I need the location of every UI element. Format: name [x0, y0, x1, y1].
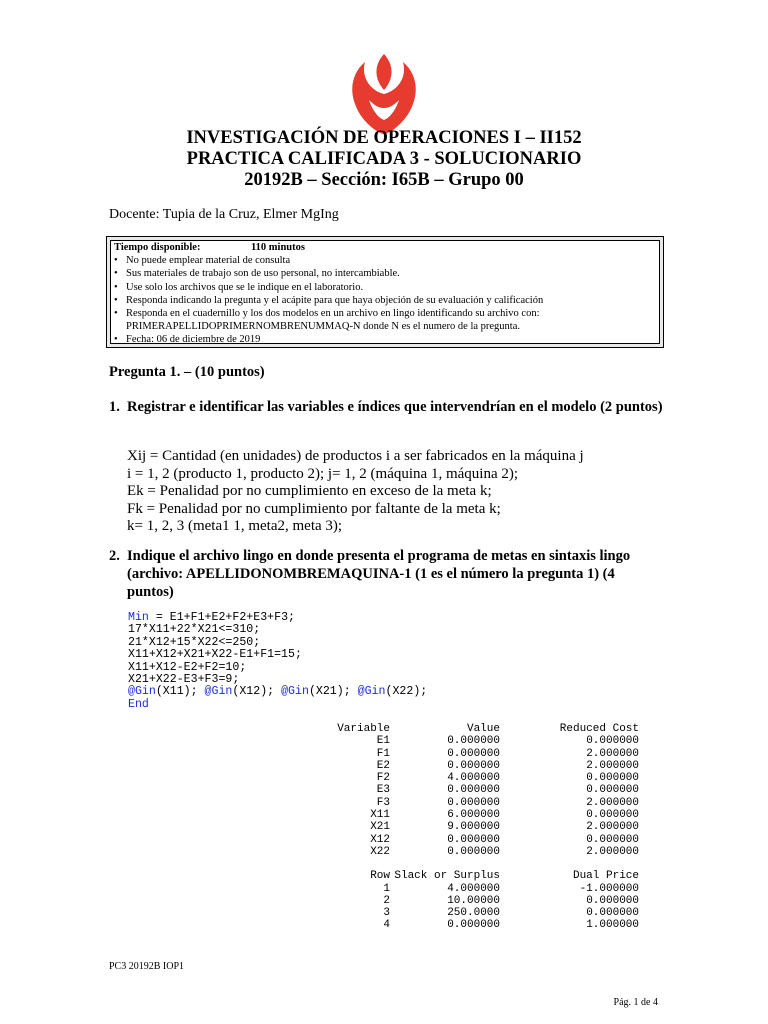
code-gin-arg: (X11);	[155, 685, 205, 699]
title-line-3: 20192B – Sección: I65B – Grupo 00	[244, 170, 524, 190]
table-cell: X22	[370, 845, 390, 858]
question-item-1	[109, 398, 664, 416]
table-cell: E1	[376, 735, 390, 748]
definition-line: Ek = Penalidad por no cumplimiento en exceso de la meta k;	[127, 483, 492, 500]
code-gin-arg: (X21);	[308, 685, 358, 699]
definition-line: i = 1, 2 (producto 1, producto 2); j= 1, 2 (máquina 1, máquina 2);	[127, 465, 519, 482]
time-row	[114, 241, 659, 254]
time-value: 110 minutos	[251, 242, 305, 253]
results-header	[300, 723, 639, 735]
footer-left: PC3 20192B IOP1	[109, 961, 185, 972]
col-header: Slack or Surplus	[394, 870, 500, 883]
table-cell: 2.000000	[586, 796, 639, 809]
table-cell: 0.000000	[447, 845, 500, 858]
code-line: X11+X12+X21+X22-E1+F1=15;	[128, 648, 302, 662]
table-row	[300, 883, 639, 895]
instruction-item: • Sus materiales de trabajo son de uso personal, no intercambiable.	[114, 267, 659, 280]
table-cell: 2	[383, 894, 390, 907]
question-heading: Pregunta 1. – (10 puntos)	[109, 364, 265, 380]
item-number: 1.	[109, 399, 120, 415]
col-header: Reduced Cost	[559, 723, 639, 735]
table-cell: 0.000000	[447, 747, 500, 760]
item-number: 2.	[109, 548, 120, 564]
table-cell: 0.000000	[586, 907, 639, 920]
code-keyword-end: End	[128, 697, 149, 711]
table-cell: F1	[376, 747, 390, 760]
definition-line: Fk = Penalidad por no cumplimiento por faltante de la meta k;	[127, 500, 501, 517]
instruction-continuation: PRIMERAPELLIDOPRIMERNOMBRENUMMAQ-N donde N es el numero de la pregunta.	[126, 321, 521, 333]
code-line: 17*X11+22*X21<=310;	[128, 623, 261, 637]
university-flame-logo	[343, 50, 425, 136]
code-keyword-min: Min	[128, 611, 149, 624]
table-cell: 2.000000	[586, 821, 639, 834]
table-row	[300, 735, 639, 747]
table-cell: 2.000000	[586, 747, 639, 760]
question-item-2	[109, 547, 664, 601]
instruction-item: • Responda indicando la pregunta y el acápite para que haya objeción de su evaluación y calificación	[114, 294, 659, 307]
code-gin: @Gin	[281, 685, 309, 699]
item-text: Indique el archivo lingo en donde presenta el programa de metas en sintaxis lingo (archivo: APELLIDONOMBREMAQUINA-1 (1 es el número la pregunta 1) (4 puntos)	[127, 548, 631, 600]
table-cell: 0.000000	[586, 833, 639, 846]
lingo-results	[300, 723, 639, 932]
table-row	[300, 760, 639, 772]
col-header: Row	[370, 870, 390, 883]
instruction-item: • No puede emplear material de consulta	[114, 254, 659, 267]
code-gin-arg: (X22);	[385, 685, 428, 699]
title-line-1: INVESTIGACIÓN DE OPERACIONES I – II152	[186, 128, 582, 148]
table-row	[300, 797, 639, 809]
table-row	[300, 895, 639, 907]
instructions-box	[106, 236, 664, 348]
table-row	[300, 907, 639, 919]
code-line: X21+X22-E3+F3=9;	[128, 673, 240, 687]
table-cell: 3	[383, 907, 390, 920]
item-text: Registrar e identificar las variables e índices que intervendrían en el modelo (2 puntos)	[127, 399, 663, 415]
table-cell: 0.000000	[447, 784, 500, 797]
table-cell: 0.000000	[447, 796, 500, 809]
table-cell: E3	[376, 784, 390, 797]
table-row	[300, 772, 639, 784]
table-cell: 4.000000	[447, 772, 500, 785]
table-cell: 250.0000	[447, 907, 500, 920]
table-cell: F2	[376, 772, 390, 785]
table-cell: X12	[370, 833, 390, 846]
table-cell: 0.000000	[586, 772, 639, 785]
code-line: 21*X12+15*X22<=250;	[128, 635, 261, 649]
constraint-rows	[300, 883, 639, 932]
page-number: Pág. 1 de 4	[613, 997, 658, 1008]
variable-rows	[300, 735, 639, 858]
table-row	[300, 846, 639, 858]
document-title	[0, 128, 768, 191]
table-row	[300, 834, 639, 846]
definition-line: Xij = Cantidad (en unidades) de productos i a ser fabricados en la máquina j	[127, 448, 584, 464]
title-line-2: PRACTICA CALIFICADA 3 - SOLUCIONARIO	[186, 149, 582, 169]
table-cell: 0.000000	[586, 735, 639, 748]
time-label: Tiempo disponible:	[114, 242, 201, 253]
table-cell: 0.000000	[586, 894, 639, 907]
table-cell: 4.000000	[447, 882, 500, 895]
table-cell: 0.000000	[586, 784, 639, 797]
table-cell: F3	[376, 796, 390, 809]
instruction-item: • Use solo los archivos que se le indique en el laboratorio.	[114, 281, 659, 294]
code-gin-arg: (X12);	[232, 685, 282, 699]
table-cell: 4	[383, 919, 390, 932]
instruction-item: • Responda en el cuadernillo y los dos modelos en un archivo en lingo identificando su archivo con:	[114, 307, 659, 320]
docente-line: Docente: Tupia de la Cruz, Elmer MgIng	[109, 207, 339, 222]
table-cell: 10.00000	[447, 894, 500, 907]
results-header	[300, 870, 639, 882]
col-header: Value	[466, 723, 500, 735]
table-cell: E2	[376, 759, 390, 772]
table-cell: 6.000000	[447, 809, 500, 822]
table-cell: 0.000000	[447, 919, 500, 932]
variable-definitions	[127, 448, 584, 536]
table-cell: 2.000000	[586, 759, 639, 772]
table-cell: 0.000000	[447, 735, 500, 748]
table-cell: 2.000000	[586, 845, 639, 858]
table-cell: 0.000000	[447, 759, 500, 772]
definition-line: k= 1, 2, 3 (meta1 1, meta2, meta 3);	[127, 518, 343, 535]
table-row	[300, 919, 639, 931]
code-objective: = E1+F1+E2+F2+E3+F3;	[148, 611, 295, 624]
table-row	[300, 821, 639, 833]
code-gin: @Gin	[204, 685, 233, 699]
table-row	[300, 748, 639, 760]
code-gin: @Gin	[357, 685, 386, 699]
table-cell: 1	[383, 882, 390, 895]
table-cell: 0.000000	[586, 809, 639, 822]
table-cell: 0.000000	[447, 833, 500, 846]
table-cell: -1.000000	[579, 882, 639, 895]
code-gin: @Gin	[128, 685, 156, 699]
table-cell: 1.000000	[586, 919, 639, 932]
col-header: Dual Price	[572, 870, 639, 883]
instruction-date: • Fecha: 06 de diciembre de 2019	[114, 333, 659, 346]
table-row	[300, 784, 639, 796]
table-cell: X11	[370, 809, 390, 822]
table-row	[300, 809, 639, 821]
table-cell: X21	[370, 821, 390, 834]
col-header: Variable	[337, 723, 390, 735]
table-cell: 9.000000	[447, 821, 500, 834]
lingo-code-block	[128, 612, 427, 711]
code-line: X11+X12-E2+F2=10;	[128, 660, 247, 674]
